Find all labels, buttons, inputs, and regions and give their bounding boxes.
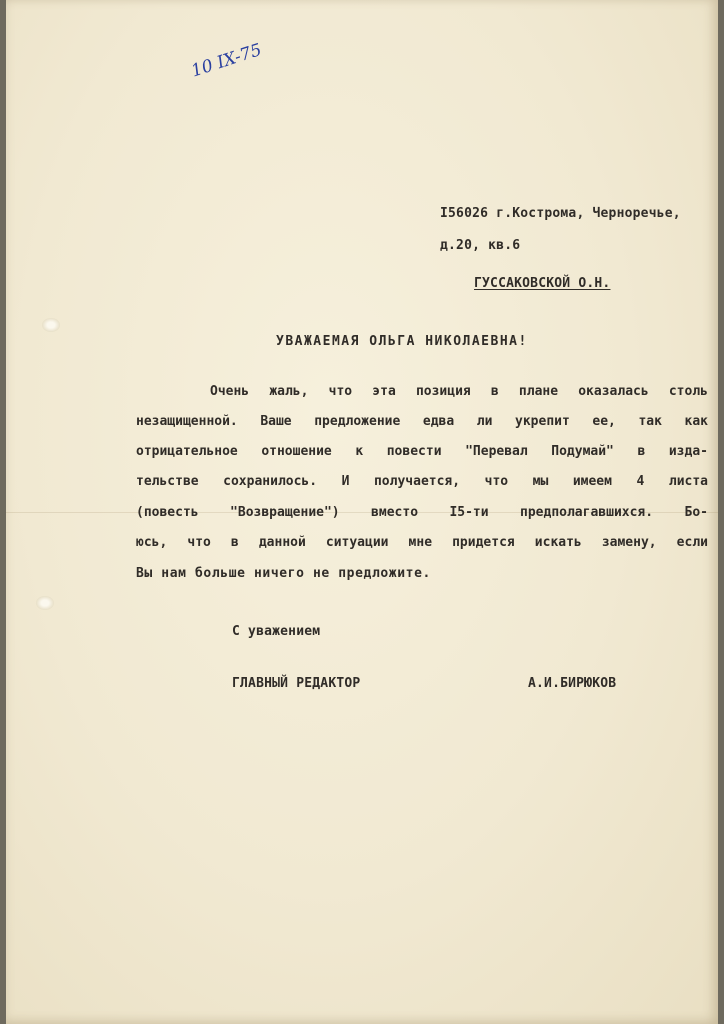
body-line-4: тельстве сохранилось. И получается, что мы имеем 4 листа	[136, 474, 708, 489]
salutation: УВАЖАЕМАЯ ОЛЬГА НИКОЛАЕВНА!	[276, 334, 528, 349]
signature-name: А.И.БИРЮКОВ	[528, 676, 617, 691]
punch-hole	[36, 596, 54, 610]
letter-sheet	[6, 0, 718, 1024]
body-line-3: отрицательное отношение к повести "Перевал Подумай" в изда-	[136, 444, 708, 459]
body-line-7: Вы нам больше ничего не предложите.	[136, 566, 431, 581]
handwritten-date-note: 10 IX-75	[188, 40, 265, 82]
address-line-1: I56026 г.Кострома, Черноречье,	[440, 206, 681, 221]
signature-title: ГЛАВНЫЙ РЕДАКТОР	[232, 676, 361, 691]
body-line-6: юсь, что в данной ситуации мне придется искать замену, если	[136, 535, 708, 550]
body-line-5: (повесть "Возвращение") вместо I5-ти предполагавшихся. Бо-	[136, 505, 708, 520]
punch-hole	[42, 318, 60, 332]
body-line-1: Очень жаль, что эта позиция в плане оказалась столь	[210, 384, 708, 399]
address-line-2: д.20, кв.6	[440, 238, 521, 253]
recipient-name: ГУССАКОВСКОЙ О.Н.	[474, 276, 611, 291]
body-line-2: незащищенной. Ваше предложение едва ли укрепит ее, так как	[136, 414, 708, 429]
closing-phrase: С уважением	[232, 624, 321, 639]
